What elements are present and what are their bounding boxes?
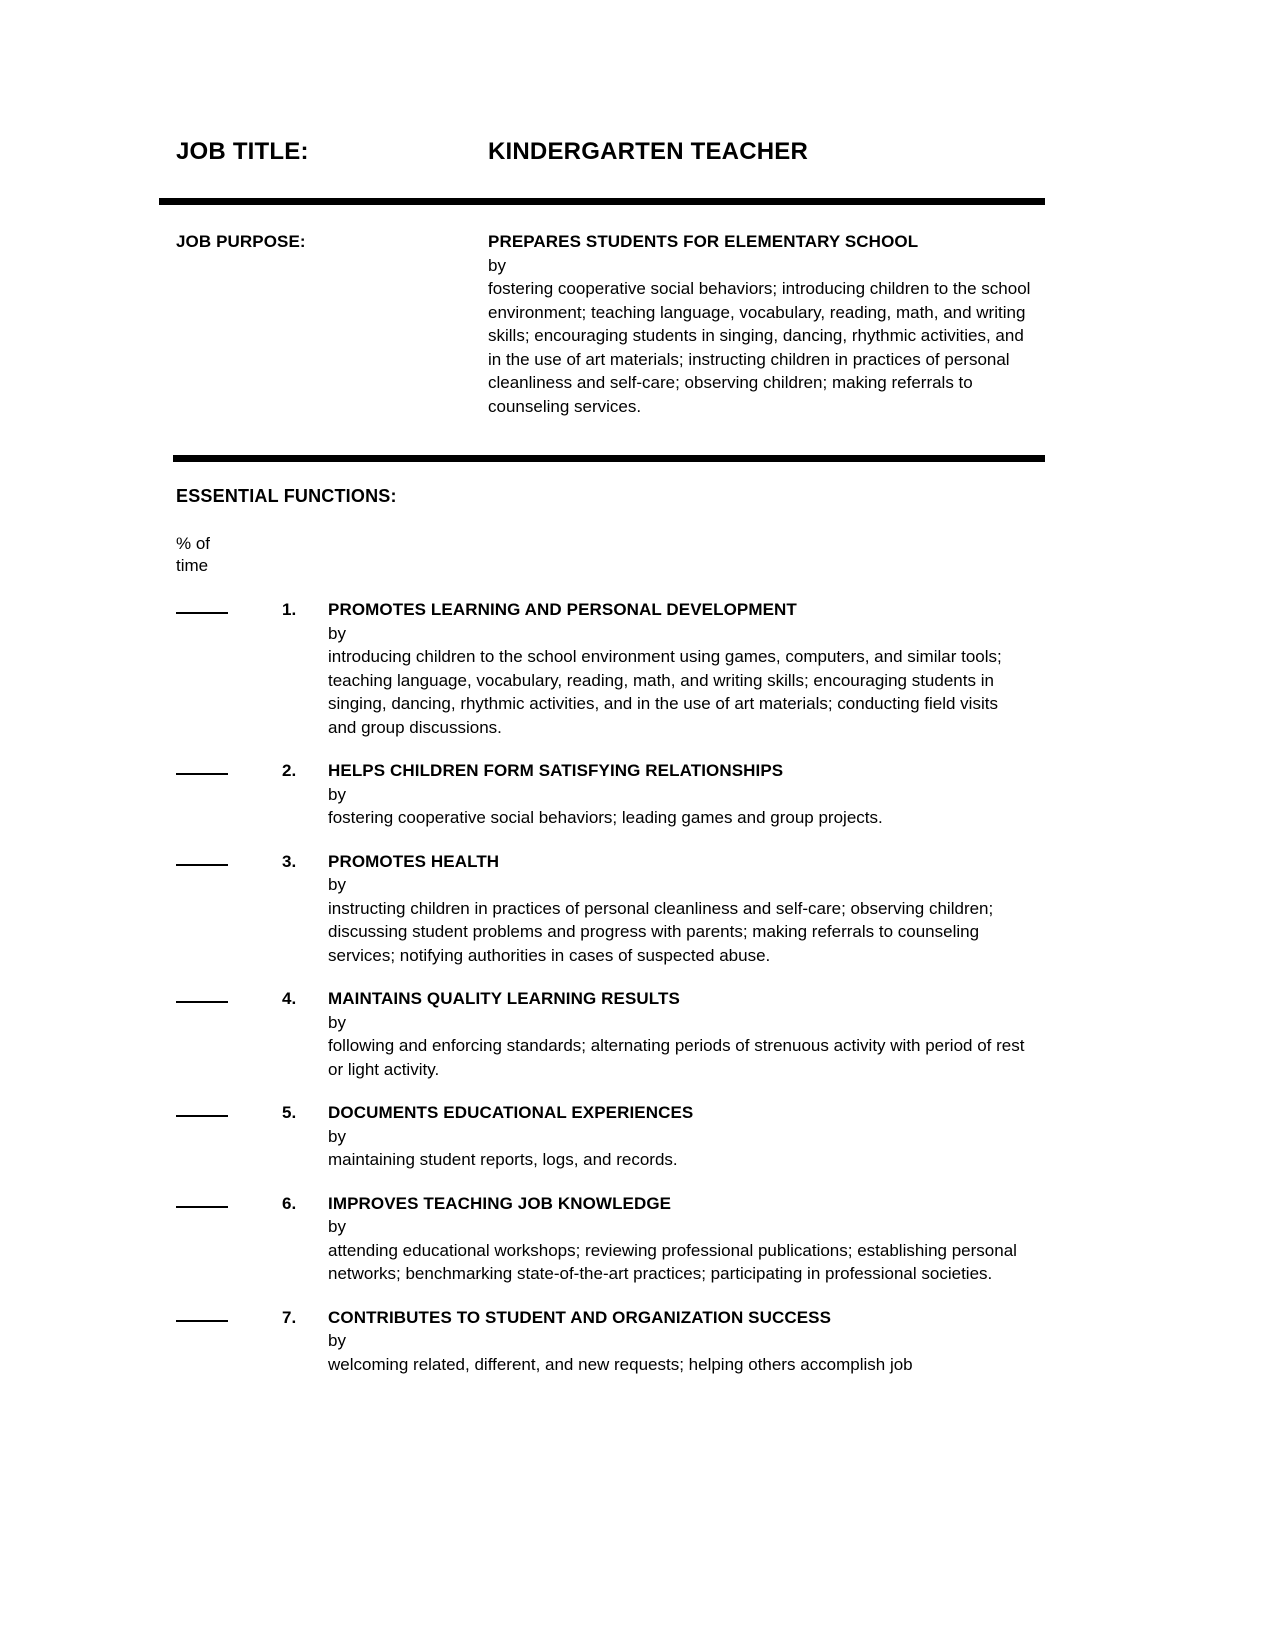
blank-underline xyxy=(176,1115,228,1117)
essential-function-by: by xyxy=(328,1217,346,1236)
essential-function-by: by xyxy=(328,1126,346,1146)
essential-function-number: 1. xyxy=(282,600,297,619)
percent-of-time-blank[interactable] xyxy=(176,1192,282,1208)
job-title-label: JOB TITLE: xyxy=(176,138,309,165)
percent-of-time-line-2: time xyxy=(176,556,209,575)
essential-function-item xyxy=(176,987,1056,1081)
essential-function-body xyxy=(328,598,1056,739)
essential-function-item xyxy=(176,1101,1056,1172)
essential-function-text: following and enforcing standards; alternating periods of strenuous activity with period of rest or light activity. xyxy=(328,1036,1025,1079)
job-purpose-heading: PREPARES STUDENTS FOR ELEMENTARY SCHOOL xyxy=(488,232,919,251)
blank-underline xyxy=(176,612,228,614)
essential-function-body xyxy=(328,1192,1056,1286)
essential-function-body xyxy=(328,1306,1056,1377)
essential-function-number: 6. xyxy=(282,1193,297,1213)
essential-functions-heading: ESSENTIAL FUNCTIONS: xyxy=(176,486,397,506)
essential-function-by: by xyxy=(328,623,346,643)
essential-function-text: fostering cooperative social behaviors; leading games and group projects. xyxy=(328,808,883,827)
essential-function-by: by xyxy=(328,784,346,804)
essential-function-title: PROMOTES HEALTH xyxy=(328,851,500,871)
essential-function-by: by xyxy=(328,875,346,894)
divider-middle xyxy=(173,455,1045,462)
essential-function-text: introducing children to the school environment using games, computers, and similar tools; teaching language, vocabulary, reading, math, and writing skills; encouraging students in singing, dancing, rhythmic activities, and in the use of art materials; conducting field visits and group discussions. xyxy=(328,647,1002,737)
essential-function-number: 5. xyxy=(282,1103,297,1122)
essential-function-item xyxy=(176,598,1056,739)
essential-function-text: instructing children in practices of personal cleanliness and self-care; observing children; discussing student problems and progress with parents; making referrals to counseling services; notifying authorities in cases of suspected abuse. xyxy=(328,898,994,965)
essential-function-body xyxy=(328,850,1056,968)
job-purpose-row xyxy=(176,230,1056,418)
essential-function-title: HELPS CHILDREN FORM SATISFYING RELATIONSHIPS xyxy=(328,761,784,780)
percent-of-time-blank[interactable] xyxy=(176,987,282,1003)
divider-top xyxy=(159,198,1045,205)
job-purpose-body xyxy=(488,230,1056,418)
percent-of-time-blank[interactable] xyxy=(176,1101,282,1117)
blank-underline xyxy=(176,1001,228,1003)
blank-underline xyxy=(176,864,228,866)
blank-underline xyxy=(176,773,228,775)
essential-function-number: 2. xyxy=(282,761,297,780)
essential-function-number: 4. xyxy=(282,989,297,1008)
percent-of-time-blank[interactable] xyxy=(176,1306,282,1322)
job-title-value: KINDERGARTEN TEACHER xyxy=(488,138,809,165)
essential-function-title: MAINTAINS QUALITY LEARNING RESULTS xyxy=(328,989,680,1008)
essential-function-item xyxy=(176,850,1056,968)
percent-of-time-blank[interactable] xyxy=(176,759,282,775)
essential-function-number: 3. xyxy=(282,851,297,871)
percent-of-time-label xyxy=(176,533,210,577)
job-purpose-by: by xyxy=(488,255,506,275)
job-title-row xyxy=(176,138,1056,166)
essential-function-body xyxy=(328,987,1056,1081)
essential-function-text: maintaining student reports, logs, and records. xyxy=(328,1150,678,1169)
essential-function-title: PROMOTES LEARNING AND PERSONAL DEVELOPMENT xyxy=(328,600,797,619)
essential-function-item xyxy=(176,759,1056,830)
essential-functions-list xyxy=(176,598,1056,1396)
percent-of-time-line-1: % of xyxy=(176,534,211,553)
essential-function-by: by xyxy=(328,1331,346,1350)
essential-function-title: DOCUMENTS EDUCATIONAL EXPERIENCES xyxy=(328,1103,694,1122)
job-purpose-label: JOB PURPOSE: xyxy=(176,232,306,251)
blank-underline xyxy=(176,1320,228,1322)
essential-function-title: IMPROVES TEACHING JOB KNOWLEDGE xyxy=(328,1193,672,1213)
percent-of-time-blank[interactable] xyxy=(176,598,282,614)
essential-function-text: attending educational workshops; reviewing professional publications; establishing personal networks; benchmarking state-of-the-art practices; participating in professional societies. xyxy=(328,1240,1017,1283)
essential-function-item xyxy=(176,1192,1056,1286)
essential-function-by: by xyxy=(328,1012,346,1032)
blank-underline xyxy=(176,1206,228,1208)
job-purpose-text: fostering cooperative social behaviors; introducing children to the school environment; teaching language, vocabulary, reading, math, and writing skills; encouraging students in singing, dancing, rhythmic activities, and in the use of art materials; instructing children in practices of personal cleanliness and self-care; observing children; making referrals to counseling services. xyxy=(488,279,1031,416)
essential-function-title: CONTRIBUTES TO STUDENT AND ORGANIZATION SUCCESS xyxy=(328,1307,832,1327)
essential-function-item xyxy=(176,1306,1056,1377)
essential-function-body xyxy=(328,1101,1056,1172)
essential-function-body xyxy=(328,759,1056,830)
essential-function-number: 7. xyxy=(282,1307,297,1327)
percent-of-time-blank[interactable] xyxy=(176,850,282,866)
essential-function-text: welcoming related, different, and new requests; helping others accomplish job xyxy=(328,1354,913,1374)
